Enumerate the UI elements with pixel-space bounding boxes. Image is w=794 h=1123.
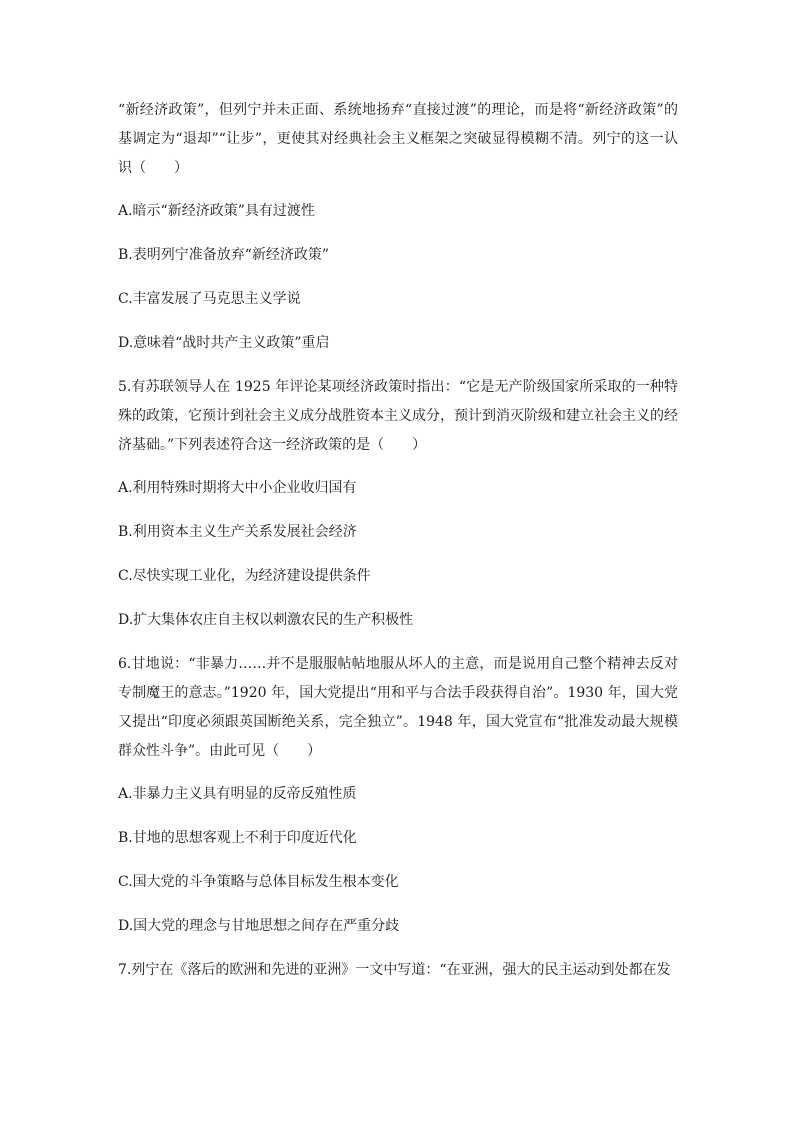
question-4-option-b: B.表明列宁准备放弃“新经济政策”: [118, 247, 330, 263]
question-6-option-d: D.国大党的理念与甘地思想之间存在严重分歧: [118, 918, 400, 934]
question-6-option-a: A.非暴力主义具有明显的反帝反殖性质: [118, 786, 357, 802]
question-5-option-a: A.利用特殊时期将大中小企业收归国有: [118, 480, 357, 496]
question-4-stem: “新经济政策”，但列宁并未正面、系统地扬弃“直接过渡”的理论，而是将“新经济政策”的基调定为“退却”“让步”，更使其对经典社会主义框架之突破显得模糊不清。列宁的这一认识（ ）: [118, 102, 678, 176]
document-page: [118, 96, 678, 985]
question-6-option-b: B.甘地的思想客观上不利于印度近代化: [118, 830, 357, 846]
question-6-stem: 6.甘地说：“非暴力……并不是服服帖帖地服从坏人的主意，而是说用自己整个精神去反对专制魔王的意志。”1920 年，国大党提出“用和平与合法手段获得自治”。1930 年，国大党又提出“印度必须跟英国断绝关系，完全独立”。1948 年，国大党宣布“批准发动最大规模群众性斗争”。由此可见（ ）: [118, 656, 678, 759]
question-4-option-c: C.丰富发展了马克思主义学说: [118, 291, 301, 307]
question-7-stem: 7.列宁在《落后的欧洲和先进的亚洲》一文中写道：“在亚洲，强大的民主运动到处都在发: [118, 962, 671, 978]
question-5-option-c: C.尽快实现工业化，为经济建设提供条件: [118, 568, 371, 584]
question-6-option-c: C.国大党的斗争策略与总体目标发生根本变化: [118, 874, 399, 890]
question-5-stem: 5.有苏联领导人在 1925 年评论某项经济政策时指出：“它是无产阶级国家所采取的一种特殊的政策，它预计到社会主义成分战胜资本主义成分，预计到消灭阶级和建立社会主义的经济基础。”下列表述符合这一经济政策的是（ ）: [118, 379, 678, 453]
question-4-option-d: D.意味着“战时共产主义政策”重启: [118, 335, 330, 351]
question-4-option-a: A.暗示“新经济政策”具有过渡性: [118, 203, 315, 219]
question-5-option-d: D.扩大集体农庄自主权以刺激农民的生产积极性: [118, 612, 414, 628]
question-5-option-b: B.利用资本主义生产关系发展社会经济: [118, 524, 357, 540]
